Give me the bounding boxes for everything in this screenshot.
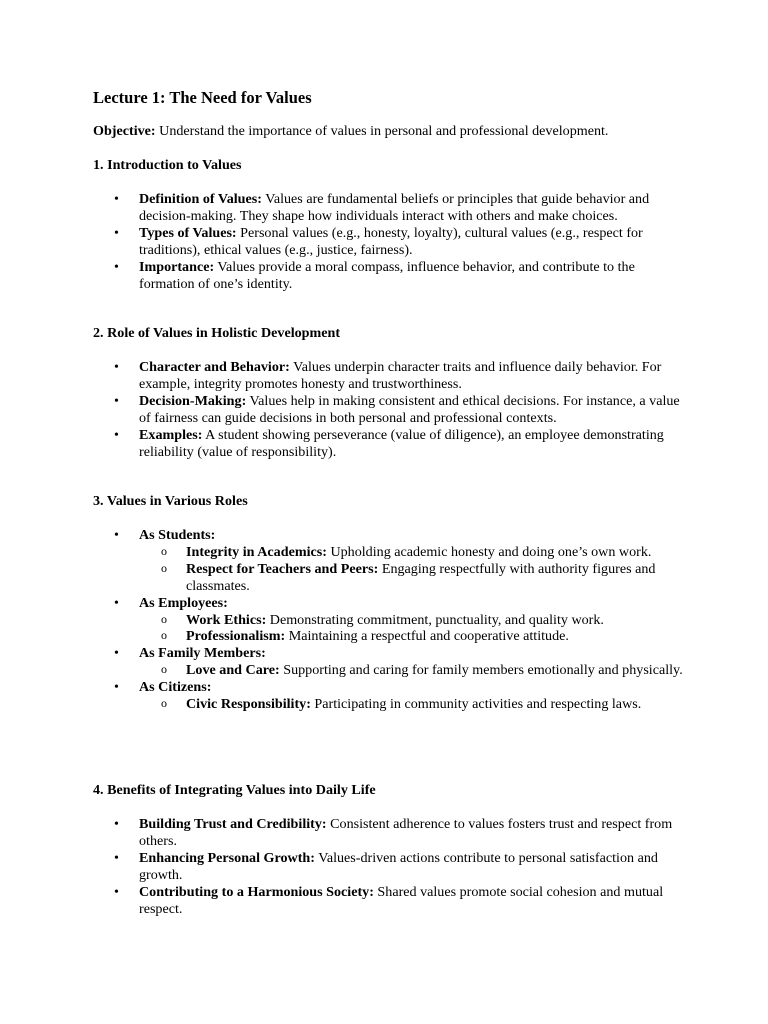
objective-paragraph (93, 123, 608, 140)
section-heading-various-roles: 3. Values in Various Roles (93, 493, 248, 509)
item-label: As Employees: (139, 594, 228, 611)
item-text: Values-driven actions contribute to personal satisfaction and growth. (139, 849, 658, 883)
subitem-label: Professionalism: (186, 628, 286, 645)
sub-list (139, 662, 683, 679)
item-label: As Citizens: (139, 679, 212, 696)
subitem-label: Respect for Teachers and Peers: (186, 560, 379, 577)
section-list-holistic-development (93, 359, 683, 460)
sub-list-item (139, 544, 683, 561)
item-label: As Family Members: (139, 645, 266, 662)
objective-label: Objective: (93, 123, 156, 139)
list-item (93, 850, 683, 884)
item-text: Values help in making consistent and ethical decisions. For instance, a value of fairness can guide decisions in both personal and professional contexts. (139, 392, 680, 426)
item-label: Decision-Making: (139, 392, 247, 409)
section-list-introduction (93, 191, 683, 292)
objective-text: Understand the importance of values in personal and professional development. (155, 123, 609, 139)
list-item (93, 527, 683, 595)
item-text: Values are fundamental beliefs or principles that guide behavior and decision-making. They shape how individuals interact with others and make choices. (139, 191, 650, 224)
item-label: Enhancing Personal Growth: (139, 849, 315, 866)
section-list-benefits (93, 816, 683, 917)
list-item (93, 191, 683, 225)
list-item (93, 427, 683, 461)
subitem-label: Civic Responsibility: (186, 696, 311, 713)
item-label: Importance: (139, 258, 215, 275)
list-item (93, 259, 683, 293)
subitem-text: Maintaining a respectful and cooperative attitude. (285, 628, 569, 645)
subitem-text: Engaging respectfully with authority figures and classmates. (186, 560, 656, 594)
section-heading-holistic-development: 2. Role of Values in Holistic Development (93, 325, 341, 341)
list-item (93, 645, 683, 679)
item-label: Character and Behavior: (139, 359, 290, 375)
page-title: Lecture 1: The Need for Values (93, 88, 312, 107)
item-label: Contributing to a Harmonious Society: (139, 883, 374, 900)
item-label: Types of Values: (139, 224, 237, 241)
list-item (93, 359, 683, 393)
list-item (93, 225, 683, 259)
subitem-label: Love and Care: (186, 662, 280, 679)
item-text: Shared values promote social cohesion and mutual respect. (139, 883, 664, 917)
sub-list (139, 544, 683, 595)
sub-list-item (139, 696, 683, 713)
subitem-text: Demonstrating commitment, punctuality, and quality work. (266, 611, 604, 628)
subitem-label: Integrity in Academics: (186, 543, 327, 560)
list-item (93, 679, 683, 713)
sub-list (139, 696, 683, 713)
subitem-text: Participating in community activities and respecting laws. (310, 696, 642, 713)
sub-list-item (139, 561, 683, 595)
section-list-various-roles (93, 527, 683, 713)
sub-list-item (139, 612, 683, 629)
item-text: A student showing perseverance (value of diligence), an employee demonstrating reliability (value of responsibility). (139, 426, 664, 460)
sub-list (139, 612, 683, 646)
sub-list-item (139, 628, 683, 645)
item-text: Consistent adherence to values fosters trust and respect from others. (139, 816, 673, 849)
list-item (93, 884, 683, 918)
item-label: Building Trust and Credibility: (139, 816, 327, 832)
section-heading-benefits: 4. Benefits of Integrating Values into Daily Life (93, 782, 376, 798)
list-item (93, 393, 683, 427)
item-text: Values underpin character traits and influence daily behavior. For example, integrity promotes honesty and trustworthiness. (139, 359, 662, 392)
item-text: Personal values (e.g., honesty, loyalty), cultural values (e.g., respect for traditions), ethical values (e.g., justice, fairness). (139, 224, 643, 258)
subitem-text: Upholding academic honesty and doing one’s own work. (326, 543, 652, 560)
subitem-text: Supporting and caring for family members emotionally and physically. (279, 662, 683, 679)
sub-list-item (139, 662, 683, 679)
item-label: As Students: (139, 527, 216, 543)
list-item (93, 595, 683, 646)
item-label: Definition of Values: (139, 191, 262, 207)
item-text: Values provide a moral compass, influence behavior, and contribute to the formation of one’s identity. (139, 258, 635, 292)
list-item (93, 816, 683, 850)
subitem-label: Work Ethics: (186, 611, 267, 628)
item-label: Examples: (139, 426, 203, 443)
section-heading-introduction: 1. Introduction to Values (93, 157, 242, 173)
